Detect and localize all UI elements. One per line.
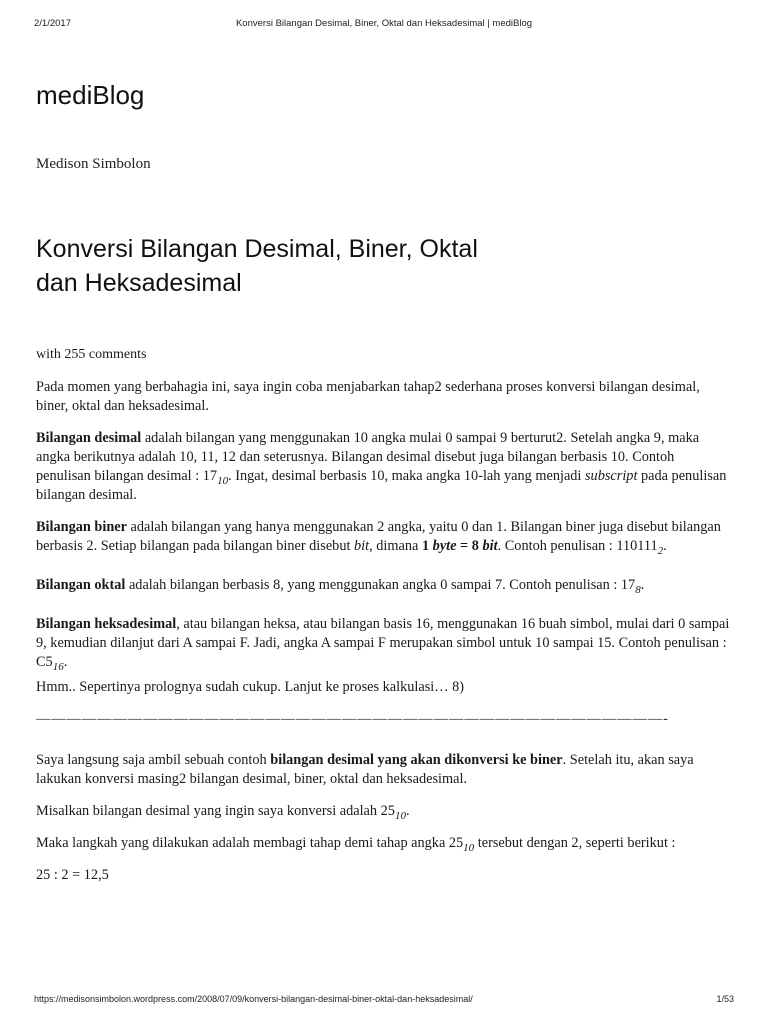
- byte-def-eq: = 8: [456, 538, 483, 554]
- heksa-subscript: 16: [52, 661, 64, 673]
- comments-count[interactable]: with 255 comments: [36, 347, 147, 362]
- intro-paragraph: Pada momen yang berbahagia ini, saya ingin coba menjabarkan tahap2 sederhana proses konversi bilangan desimal, biner, oktal dan heksadesimal.: [36, 379, 700, 414]
- biner-text-4: .: [663, 538, 667, 554]
- misalkan-text-1: Misalkan bilangan desimal yang ingin saya konversi adalah 25: [36, 803, 395, 819]
- desimal-text-2: . Ingat, desimal berbasis 10, maka angka 10-lah yang menjadi: [228, 468, 585, 484]
- biner-text-1: adalah bilangan yang hanya menggunakan 2 angka, yaitu 0 dan 1. Bilangan biner juga disebut bilangan berbasis 2. Setiap bilangan pada bilangan biner disebut: [36, 519, 721, 554]
- desimal-paragraph: [36, 429, 732, 505]
- maka-paragraph: [36, 834, 732, 853]
- post-body: [36, 378, 732, 898]
- oktal-subscript: 8: [635, 584, 641, 596]
- site-title[interactable]: mediBlog: [36, 80, 145, 110]
- desimal-term: Bilangan desimal: [36, 430, 142, 446]
- biner-subscript: 2: [657, 545, 664, 557]
- maka-text-1: Maka langkah yang dilakukan adalah membagi tahap demi tahap angka 25: [36, 835, 464, 851]
- desimal-text-1: adalah bilangan yang menggunakan 10 angka mulai 0 sampai 9 berturut2. Setelah angka 9, maka angka berikutnya adalah 10, 11, 12 dan seterusnya. Bilangan desimal disebut juga bilangan berbasis 10. Contoh penulisan bilangan desimal : 17: [36, 430, 700, 484]
- oktal-term: Bilangan oktal: [36, 577, 126, 593]
- desimal-text-3: pada penulisan bilangan desimal.: [36, 468, 727, 503]
- hmm-paragraph: Hmm.. Sepertinya prolognya sudah cukup. Lanjut ke proses kalkulasi… 8): [36, 679, 465, 695]
- misalkan-subscript: 10: [394, 810, 406, 822]
- misalkan-paragraph: [36, 802, 732, 821]
- maka-subscript: 10: [463, 842, 475, 854]
- print-footer: [34, 994, 734, 1004]
- oktal-text-1: adalah bilangan berbasis 8, yang menggunakan angka 0 sampai 7. Contoh penulisan : 17: [125, 577, 636, 593]
- byte-def-byte: byte: [432, 538, 457, 554]
- desimal-subscript: 10: [217, 475, 229, 487]
- print-header: [34, 18, 734, 29]
- print-page-title: Konversi Bilangan Desimal, Biner, Oktal dan Heksadesimal | mediBlog: [235, 18, 533, 29]
- heksa-text-2: .: [63, 654, 68, 670]
- biner-text-2: , dimana: [369, 538, 422, 554]
- heksa-text-1: , atau bilangan heksa, atau bilangan basis 16, menggunakan 16 buah simbol, mulai dari 0 sampai 9, kemudian dilanjut dari A sampai F. Jadi, angka A sampai F merupakan simbol untuk 10 sampai 15. Contoh penulisan : C5: [36, 616, 730, 670]
- byte-def-1: 1: [421, 538, 433, 554]
- print-url: https://medisonsimbolon.wordpress.com/2008/07/09/konversi-bilangan-desimal-biner-oktal-dan-heksadesimal/: [34, 994, 473, 1004]
- biner-paragraph: [36, 518, 732, 556]
- post-title: Konversi Bilangan Desimal, Biner, Oktal dan Heksadesimal: [36, 235, 478, 297]
- oktal-paragraph: [36, 576, 732, 595]
- langsung-bold: bilangan desimal yang akan dikonversi ke biner: [270, 752, 563, 768]
- divider-line: —————————————————————————————————————————-: [36, 711, 669, 727]
- maka-text-2: tersebut dengan 2, seperti berikut :: [474, 835, 676, 851]
- langsung-paragraph: [36, 751, 732, 789]
- print-page-number: 1/53: [716, 994, 734, 1004]
- langsung-text-1: Saya langsung saja ambil sebuah contoh: [36, 752, 271, 768]
- misalkan-text-2: .: [405, 803, 410, 819]
- byte-def-bit: bit: [482, 538, 498, 554]
- heksa-term: Bilangan heksadesimal: [36, 616, 177, 632]
- oktal-text-2: .: [640, 577, 645, 593]
- desimal-italic: subscript: [584, 468, 638, 484]
- print-date: 2/1/2017: [34, 18, 71, 29]
- biner-bit-italic: bit: [354, 538, 370, 554]
- biner-text-3: . Contoh penulisan : 110111: [497, 538, 658, 554]
- calc-line: 25 : 2 = 12,5: [36, 867, 109, 883]
- biner-term: Bilangan biner: [36, 519, 127, 535]
- heksa-paragraph: [36, 615, 732, 672]
- author-name[interactable]: Medison Simbolon: [36, 156, 151, 172]
- langsung-text-2: . Setelah itu, akan saya lakukan konversi masing2 bilangan desimal, biner, oktal dan heksadesimal.: [36, 752, 694, 787]
